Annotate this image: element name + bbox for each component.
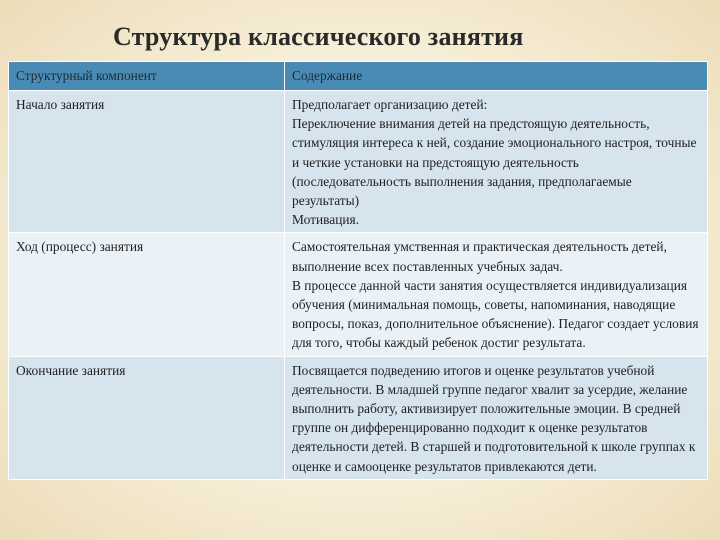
header-content: Содержание [285, 62, 708, 91]
table-row [9, 91, 708, 233]
table-header-row [9, 62, 708, 91]
table-row [9, 233, 708, 356]
row-component: Ход (процесс) занятия [9, 233, 285, 356]
row-component: Окончание занятия [9, 356, 285, 479]
structure-table [8, 61, 708, 480]
table-row [9, 356, 708, 479]
header-component: Структурный компонент [9, 62, 285, 91]
slide-title: Структура классического занятия [113, 22, 524, 51]
row-component: Начало занятия [9, 91, 285, 233]
row-content: Самостоятельная умственная и практическая деятельность детей, выполнение всех поставленных учебных задач. В процессе данной части занятия осуществляется индивидуализация обучения (минимальная помощь, советы, напоминания, наводящие вопросы, показ, дополнительное объяснение). Педагог создает условия для того, чтобы каждый ребенок достиг результата. [285, 233, 708, 356]
row-content: Посвящается подведению итогов и оценке результатов учебной деятельности. В младшей группе педагог хвалит за усердие, желание выполнить работу, активизирует положительные эмоции. В средней группе он дифференцированно подходит к оценке результатов деятельности детей. В старшей и подготовительной к школе группах к оценке и самооценке результатов привлекаются дети. [285, 356, 708, 479]
row-content: Предполагает организацию детей: Переключение внимания детей на предстоящую деятельность, стимуляция интереса к ней, создание эмоционального настроя, точные и четкие установки на предстоящую деятельность (последовательность выполнения задания, предполагаемые результаты) Мотивация. [285, 91, 708, 233]
